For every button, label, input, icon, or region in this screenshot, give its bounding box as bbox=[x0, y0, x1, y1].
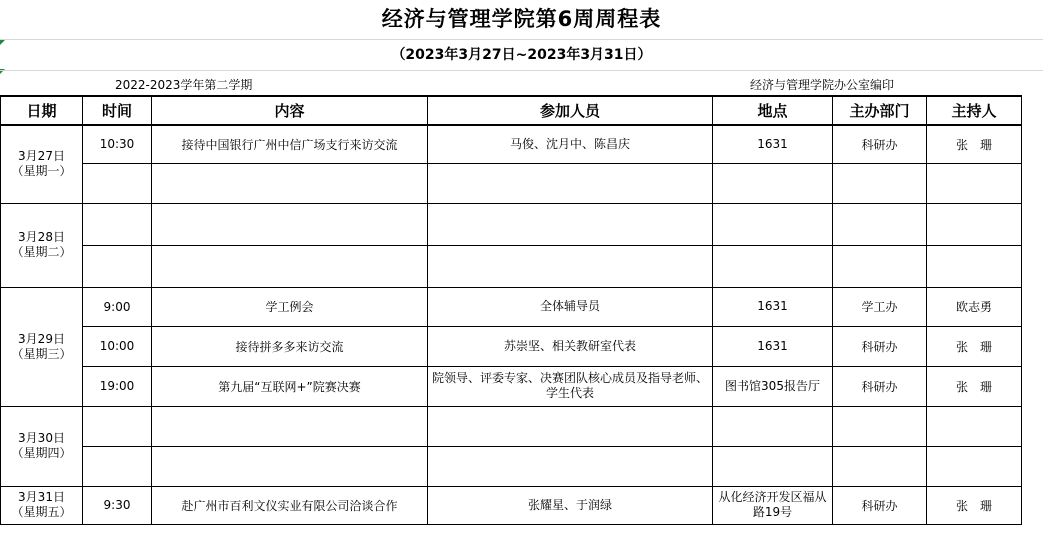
table-row bbox=[1, 125, 1022, 163]
location-cell[interactable] bbox=[713, 245, 833, 287]
host-dept-cell[interactable] bbox=[833, 406, 927, 446]
participants-cell[interactable] bbox=[428, 245, 713, 287]
table-row bbox=[1, 203, 1022, 245]
time-cell[interactable] bbox=[83, 406, 152, 446]
table-row bbox=[1, 287, 1022, 326]
location-cell[interactable]: 1631 bbox=[713, 287, 833, 326]
location-cell[interactable]: 1631 bbox=[713, 326, 833, 366]
header-location[interactable]: 地点 bbox=[713, 96, 833, 125]
participants-cell[interactable]: 苏崇坚、相关教研室代表 bbox=[428, 326, 713, 366]
date-cell[interactable] bbox=[1, 406, 83, 486]
header-content[interactable]: 内容 bbox=[152, 96, 428, 125]
date-cell[interactable] bbox=[1, 287, 83, 406]
content-cell[interactable]: 第九届“互联网+”院赛决赛 bbox=[152, 366, 428, 406]
presider-cell[interactable]: 欧志勇 bbox=[927, 287, 1022, 326]
host-dept-cell[interactable]: 科研办 bbox=[833, 125, 927, 163]
table-row bbox=[1, 163, 1022, 203]
office-label: 经济与管理学院办公室编印 bbox=[750, 78, 895, 92]
host-dept-cell[interactable] bbox=[833, 203, 927, 245]
date-cell[interactable] bbox=[1, 486, 83, 524]
header-presider[interactable]: 主持人 bbox=[927, 96, 1022, 125]
time-cell[interactable]: 9:30 bbox=[83, 486, 152, 524]
participants-cell[interactable] bbox=[428, 406, 713, 446]
weekday-label: （星期二） bbox=[11, 245, 72, 259]
location-cell[interactable]: 图书馆305报告厅 bbox=[713, 366, 833, 406]
location-cell[interactable] bbox=[713, 406, 833, 446]
presider-cell[interactable] bbox=[927, 446, 1022, 486]
date-label: 3月31日 bbox=[18, 490, 65, 504]
subtitle-row bbox=[0, 40, 1043, 71]
info-row bbox=[0, 71, 1043, 95]
participants-cell[interactable]: 全体辅导员 bbox=[428, 287, 713, 326]
table-row bbox=[1, 326, 1022, 366]
location-cell[interactable]: 1631 bbox=[713, 125, 833, 163]
host-dept-cell[interactable] bbox=[833, 245, 927, 287]
content-cell[interactable] bbox=[152, 245, 428, 287]
date-cell[interactable] bbox=[1, 203, 83, 287]
presider-cell[interactable] bbox=[927, 406, 1022, 446]
semester-label: 2022-2023学年第二学期 bbox=[115, 78, 253, 92]
table-row bbox=[1, 245, 1022, 287]
host-dept-cell[interactable]: 学工办 bbox=[833, 287, 927, 326]
host-dept-cell[interactable]: 科研办 bbox=[833, 366, 927, 406]
presider-cell[interactable] bbox=[927, 203, 1022, 245]
location-cell[interactable] bbox=[713, 203, 833, 245]
content-cell[interactable] bbox=[152, 203, 428, 245]
schedule-body bbox=[1, 125, 1022, 524]
content-cell[interactable] bbox=[152, 446, 428, 486]
date-label: 3月30日 bbox=[18, 431, 65, 445]
presider-cell[interactable] bbox=[927, 163, 1022, 203]
date-range: （2023年3月27日~2023年3月31日） bbox=[391, 47, 652, 63]
time-cell[interactable]: 9:00 bbox=[83, 287, 152, 326]
date-label: 3月28日 bbox=[18, 230, 65, 244]
host-dept-cell[interactable]: 科研办 bbox=[833, 486, 927, 524]
content-cell[interactable]: 赴广州市百利文仪实业有限公司洽谈合作 bbox=[152, 486, 428, 524]
time-cell[interactable] bbox=[83, 163, 152, 203]
weekday-label: （星期三） bbox=[11, 346, 72, 361]
table-row bbox=[1, 446, 1022, 486]
content-cell[interactable] bbox=[152, 163, 428, 203]
date-label: 3月27日 bbox=[18, 149, 65, 164]
header-time[interactable]: 时间 bbox=[83, 96, 152, 125]
presider-cell[interactable]: 张 珊 bbox=[927, 486, 1022, 524]
participants-cell[interactable] bbox=[428, 163, 713, 203]
location-cell[interactable]: 从化经济开发区福从路19号 bbox=[713, 486, 833, 524]
time-cell[interactable] bbox=[83, 446, 152, 486]
time-cell[interactable]: 10:00 bbox=[83, 326, 152, 366]
content-cell[interactable]: 学工例会 bbox=[152, 287, 428, 326]
date-cell[interactable] bbox=[1, 125, 83, 203]
page-title: 经济与管理学院第6周周程表 bbox=[381, 7, 662, 31]
host-dept-cell[interactable] bbox=[833, 446, 927, 486]
participants-cell[interactable]: 院领导、评委专家、决赛团队核心成员及指导老师、学生代表 bbox=[428, 366, 713, 406]
weekday-label: （星期四） bbox=[11, 446, 72, 460]
participants-cell[interactable]: 张耀星、于润绿 bbox=[428, 486, 713, 524]
location-cell[interactable] bbox=[713, 446, 833, 486]
weekday-label: （星期一） bbox=[11, 164, 72, 179]
content-cell[interactable] bbox=[152, 406, 428, 446]
presider-cell[interactable] bbox=[927, 245, 1022, 287]
presider-cell[interactable]: 张 珊 bbox=[927, 326, 1022, 366]
header-host-dept[interactable]: 主办部门 bbox=[833, 96, 927, 125]
time-cell[interactable]: 10:30 bbox=[83, 125, 152, 163]
header-participants[interactable]: 参加人员 bbox=[428, 96, 713, 125]
time-cell[interactable] bbox=[83, 245, 152, 287]
time-cell[interactable] bbox=[83, 203, 152, 245]
date-label: 3月29日 bbox=[18, 331, 65, 346]
title-row bbox=[0, 0, 1043, 40]
schedule-table bbox=[0, 95, 1022, 525]
participants-cell[interactable]: 马俊、沈月中、陈昌庆 bbox=[428, 125, 713, 163]
presider-cell[interactable]: 张 珊 bbox=[927, 125, 1022, 163]
participants-cell[interactable] bbox=[428, 446, 713, 486]
content-cell[interactable]: 接待中国银行广州中信广场支行来访交流 bbox=[152, 125, 428, 163]
table-row bbox=[1, 366, 1022, 406]
host-dept-cell[interactable]: 科研办 bbox=[833, 326, 927, 366]
content-cell[interactable]: 接待拼多多来访交流 bbox=[152, 326, 428, 366]
header-row bbox=[1, 96, 1022, 125]
table-row bbox=[1, 486, 1022, 524]
host-dept-cell[interactable] bbox=[833, 163, 927, 203]
time-cell[interactable]: 19:00 bbox=[83, 366, 152, 406]
presider-cell[interactable]: 张 珊 bbox=[927, 366, 1022, 406]
header-date[interactable]: 日期 bbox=[1, 96, 83, 125]
table-row bbox=[1, 406, 1022, 446]
location-cell[interactable] bbox=[713, 163, 833, 203]
weekday-label: （星期五） bbox=[11, 505, 72, 519]
participants-cell[interactable] bbox=[428, 203, 713, 245]
